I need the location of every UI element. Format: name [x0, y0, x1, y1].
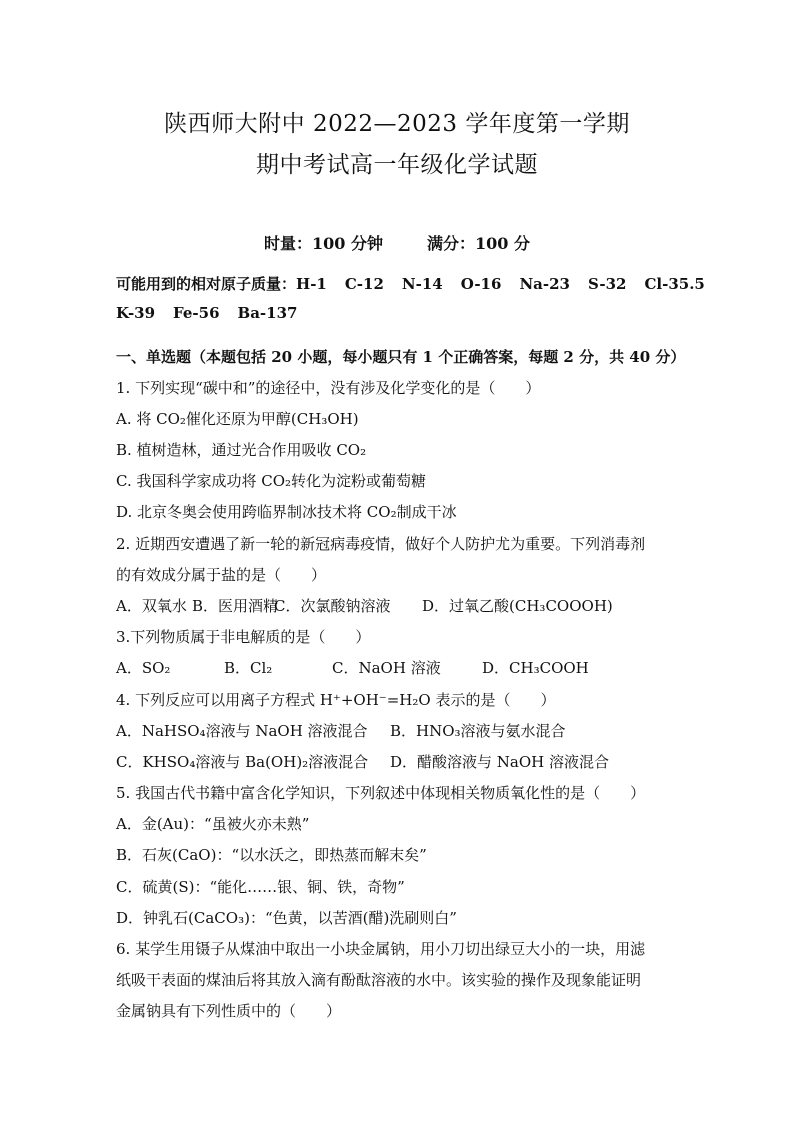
question-stem: 6. 某学生用镊子从煤油中取出一小块金属钠，用小刀切出绿豆大小的一块，用滤 — [116, 940, 646, 958]
option-b: B. 植树造林，通过光合作用吸收 CO₂ — [116, 441, 367, 459]
option-d: D．CH₃COOH — [482, 659, 589, 677]
mass-item: Cl-35.5 — [644, 275, 705, 293]
option-a: A. 将 CO₂催化还原为甲醇(CH₃OH) — [116, 410, 359, 428]
question-stem: 4. 下列反应可以用离子方程式 H⁺+OH⁻=H₂O 表示的是（ ） — [116, 691, 556, 709]
options-row — [116, 751, 609, 772]
option-a: A．金(Au)：“虽被火亦未熟” — [116, 815, 310, 833]
exam-title-line1: 陕西师大附中 2022—2023 学年度第一学期 — [164, 111, 630, 137]
option-b: B．医用酒精 — [192, 597, 279, 615]
option-a: A．双氧水 — [116, 597, 187, 615]
question-stem-cont: 金属钠具有下列性质中的（ ） — [116, 1002, 342, 1020]
option-d: D．钟乳石(CaCO₃)：“色黄，以苦酒(醋)洗刷则白” — [116, 909, 457, 927]
options-row — [116, 595, 613, 616]
exam-title-line2: 期中考试高一年级化学试题 — [256, 152, 538, 178]
atomic-mass-line2 — [116, 304, 297, 322]
option-d: D．醋酸溶液与 NaOH 溶液混合 — [390, 753, 610, 771]
atomic-mass-label: 可能用到的相对原子质量： — [116, 275, 297, 293]
option-b: B．HNO₃溶液与氨水混合 — [390, 722, 566, 740]
option-d: D．过氧乙酸(CH₃COOOH) — [422, 597, 613, 615]
exam-meta — [0, 231, 794, 254]
option-c: C．硫黄(S)：“能化……银、铜、铁，奇物” — [116, 878, 405, 896]
option-b: B．石灰(CaO)：“以水沃之，即热蒸而解末矣” — [116, 846, 427, 864]
option-c: C．次氯酸钠溶液 — [274, 597, 391, 615]
option-c: C. 我国科学家成功将 CO₂转化为淀粉或葡萄糖 — [116, 472, 427, 490]
option-c: C．NaOH 溶液 — [332, 659, 441, 677]
options-row — [116, 720, 566, 741]
question-stem-cont: 的有效成分属于盐的是（ ） — [116, 566, 327, 584]
option-b: B．Cl₂ — [224, 659, 273, 677]
question-stem: 5. 我国古代书籍中富含化学知识，下列叙述中体现相关物质氧化性的是（ ） — [116, 784, 646, 802]
mass-item: S-32 — [587, 275, 627, 293]
mass-item: N-14 — [401, 275, 443, 293]
mass-item: K-39 — [116, 304, 156, 322]
mass-item: Fe-56 — [173, 304, 220, 322]
question-stem: 2. 近期西安遭遇了新一轮的新冠病毒疫情，做好个人防护尤为重要。下列消毒剂 — [116, 535, 646, 553]
time-limit: 时量：100 分钟 — [264, 234, 383, 253]
option-a: A．SO₂ — [116, 659, 171, 677]
mass-item: O-16 — [460, 275, 502, 293]
options-row — [116, 657, 589, 678]
option-d: D. 北京冬奥会使用跨临界制冰技术将 CO₂制成干冰 — [116, 503, 457, 521]
mass-item: Ba-137 — [237, 304, 298, 322]
section-heading: 一、单选题（本题包括 20 小题，每小题只有 1 个正确答案，每题 2 分，共 40 分） — [116, 348, 686, 366]
mass-item: C-12 — [344, 275, 384, 293]
question-stem: 3.下列物质属于非电解质的是（ ） — [116, 628, 371, 646]
atomic-mass-line1 — [116, 273, 705, 294]
option-a: A．NaHSO₄溶液与 NaOH 溶液混合 — [116, 722, 368, 740]
question-stem: 1. 下列实现“碳中和”的途径中，没有涉及化学变化的是（ ） — [116, 379, 541, 397]
full-score: 满分：100 分 — [427, 234, 530, 253]
mass-item: Na-23 — [519, 275, 570, 293]
question-stem-cont: 纸吸干表面的煤油后将其放入滴有酚酞溶液的水中。该实验的操作及现象能证明 — [116, 971, 642, 989]
option-c: C．KHSO₄溶液与 Ba(OH)₂溶液混合 — [116, 753, 369, 771]
mass-item: H-1 — [296, 275, 327, 293]
